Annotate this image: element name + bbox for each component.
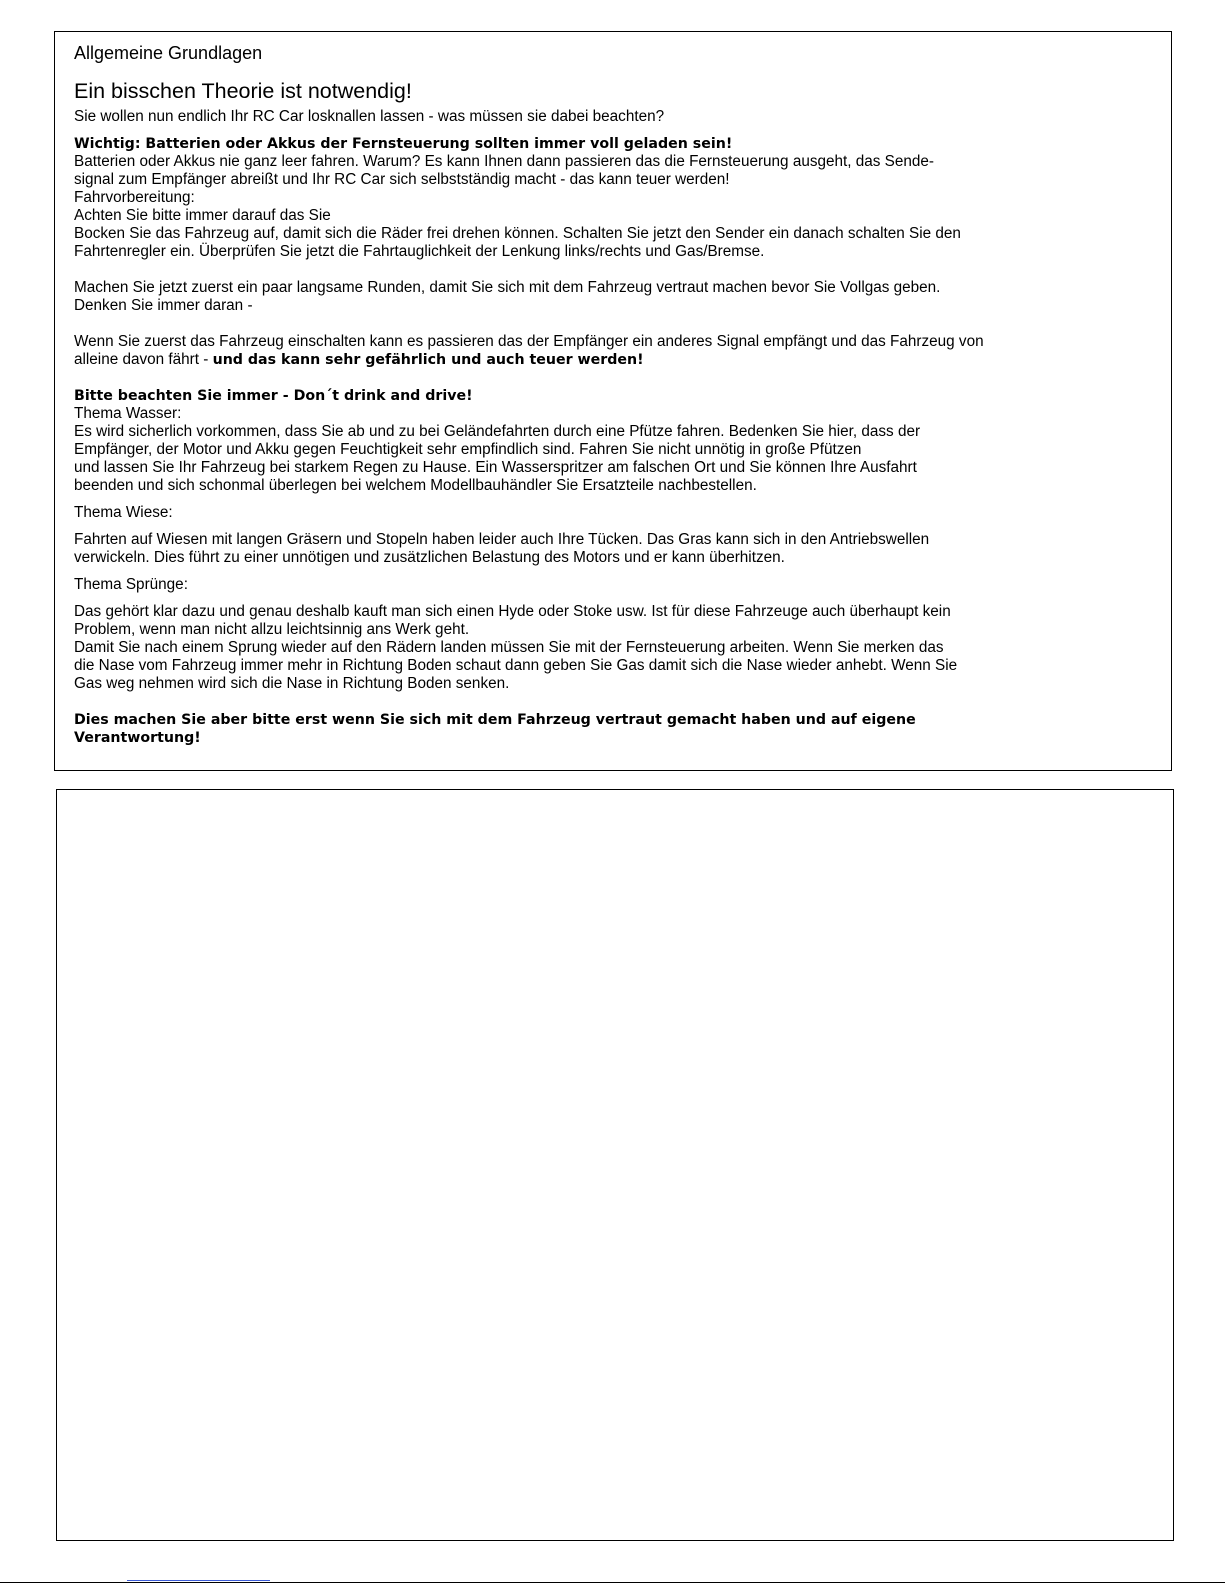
important-note: Wichtig: Batterien oder Akkus der Fernsteuerung sollten immer voll geladen sein! [74,136,733,152]
intro-text: Sie wollen nun endlich Ihr RC Car losknallen lassen - was müssen sie dabei beachten? [74,108,665,125]
paragraph-line: und lassen Sie Ihr Fahrzeug bei starkem Regen zu Hause. Ein Wasserspritzer am falschen Ort und Sie können Ihre Ausfahrt [74,459,917,476]
paragraph-line: Machen Sie jetzt zuerst ein paar langsame Runden, damit Sie sich mit dem Fahrzeug vertraut machen bevor Sie Vollgas geben. [74,279,941,296]
text-panel [54,31,1172,771]
paragraph-line: Denken Sie immer daran - [74,297,253,314]
warning-prefix: alleine davon fährt - [74,351,213,368]
text-content [74,42,1159,747]
paragraph-line: Es wird sicherlich vorkommen, dass Sie ab und zu bei Geländefahrten durch eine Pfütze fahren. Bedenken Sie hier, dass der [74,423,921,440]
final-note: Dies machen Sie aber bitte erst wenn Sie sich mit dem Fahrzeug vertraut gemacht haben und auf eigene [74,712,916,728]
footer-divider [0,1582,1225,1583]
paragraph-line [74,351,1159,369]
drink-drive-note: Bitte beachten Sie immer - Don´t drink and drive! [74,388,473,404]
page-heading: Ein bisschen Theorie ist notwendig! [74,79,412,103]
subheading: Fahrvorbereitung: [74,189,195,206]
paragraph-line: Damit Sie nach einem Sprung wieder auf den Rädern landen müssen Sie mit der Fernsteuerung arbeiten. Wenn Sie merken das [74,639,944,656]
paragraph-line: beenden und sich schonmal überlegen bei welchem Modellbauhändler Sie Ersatzteile nachbestellen. [74,477,757,494]
subheading: Thema Wasser: [74,405,182,422]
subheading: Thema Sprünge: [74,576,188,593]
paragraph-line: Das gehört klar dazu und genau deshalb kauft man sich einen Hyde oder Stoke usw. Ist für diese Fahrzeuge auch überhaupt kein [74,603,951,620]
paragraph-line: Fahrtenregler ein. Überprüfen Sie jetzt die Fahrtauglichkeit der Lenkung links/rechts und Gas/Bremse. [74,243,765,260]
paragraph-line: die Nase vom Fahrzeug immer mehr in Richtung Boden schaut dann geben Sie Gas damit sich die Nase wieder anhebt. Wenn Sie [74,657,958,674]
footer-link-underline[interactable] [127,1580,270,1581]
paragraph-line: Achten Sie bitte immer darauf das Sie [74,207,331,224]
empty-frame [56,789,1174,1541]
paragraph-line: Gas weg nehmen wird sich die Nase in Richtung Boden senken. [74,675,510,692]
final-note: Verantwortung! [74,730,201,746]
paragraph-line: signal zum Empfänger abreißt und Ihr RC Car sich selbstständig macht - das kann teuer werden! [74,171,730,188]
paragraph-line: Problem, wenn man nicht allzu leichtsinnig ans Werk geht. [74,621,470,638]
subheading: Thema Wiese: [74,504,173,521]
paragraph-line: Bocken Sie das Fahrzeug auf, damit sich die Räder frei drehen können. Schalten Sie jetzt den Sender ein danach schalten Sie den [74,225,961,242]
warning-emphasis: und das kann sehr gefährlich und auch teuer werden! [212,352,644,368]
paragraph-line: Wenn Sie zuerst das Fahrzeug einschalten kann es passieren das der Empfänger ein anderes Signal empfängt und das Fahrzeug von [74,333,984,350]
section-label: Allgemeine Grundlagen [74,43,263,63]
paragraph-line: Empfänger, der Motor und Akku gegen Feuchtigkeit sehr empfindlich sind. Fahren Sie nicht unnötig in große Pfützen [74,441,862,458]
paragraph-line: verwickeln. Dies führt zu einer unnötigen und zusätzlichen Belastung des Motors und er kann überhitzen. [74,549,785,566]
paragraph-line: Fahrten auf Wiesen mit langen Gräsern und Stopeln haben leider auch Ihre Tücken. Das Gras kann sich in den Antriebswellen [74,531,930,548]
paragraph-line: Batterien oder Akkus nie ganz leer fahren. Warum? Es kann Ihnen dann passieren das die Fernsteuerung ausgeht, das Sende- [74,153,934,170]
